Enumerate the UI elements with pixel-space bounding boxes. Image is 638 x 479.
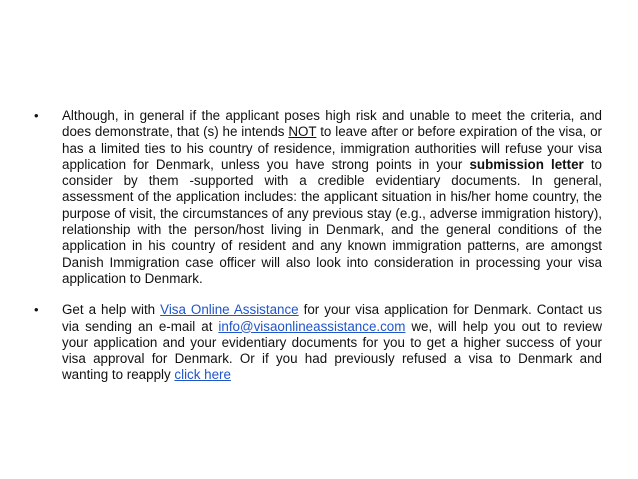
bullet-item-help: [34, 302, 602, 383]
bullet-list: [34, 108, 602, 399]
click-here-link[interactable]: click here: [174, 367, 231, 383]
bullet-text: Although, in general if the applicant poses high risk and unable to meet the criteria, and does demonstrate, that (s) he intends: [62, 108, 602, 140]
submission-letter-emphasis: submission letter: [469, 156, 584, 172]
bullet-text: to consider by them -supported with a credible evidentiary documents. In general, assessment of the application includes: the applicant situation in his/her home country, the purpose of visit, the circumstances of any previous stay (e.g., adverse immigration history), relationship with the person/host living in Denmark, and the general conditions of the application in his country of resident and any known immigration patterns, are amongst Danish Immigration case officer will also look into consideration in processing your visa application to Denmark.: [62, 156, 603, 286]
email-link[interactable]: info@visaonlineassistance.com: [218, 318, 406, 334]
bullet-text: to leave after or before expiration of the visa, or has a limited ties to his country of residence, immigration authorities will refuse your visa application for Denmark, unless you have strong points in your: [62, 124, 602, 172]
bullet-text: we, will help you out to review your application and your evidentiary documents for you to get a higher success of your visa approval for Denmark. Or if you had previously refused a visa to Denmark and wanting to reapply: [62, 318, 603, 383]
bullet-text: Get a help with: [62, 302, 161, 318]
bullet-text: for your visa application for Denmark. Contact us via sending an e-mail at: [62, 302, 603, 334]
visa-online-assistance-link[interactable]: Visa Online Assistance: [160, 302, 299, 318]
bullet-item-assessment: [34, 108, 602, 287]
bullet-marker: •: [34, 108, 39, 123]
not-emphasis: NOT: [288, 124, 317, 140]
bullet-marker: •: [34, 302, 39, 318]
